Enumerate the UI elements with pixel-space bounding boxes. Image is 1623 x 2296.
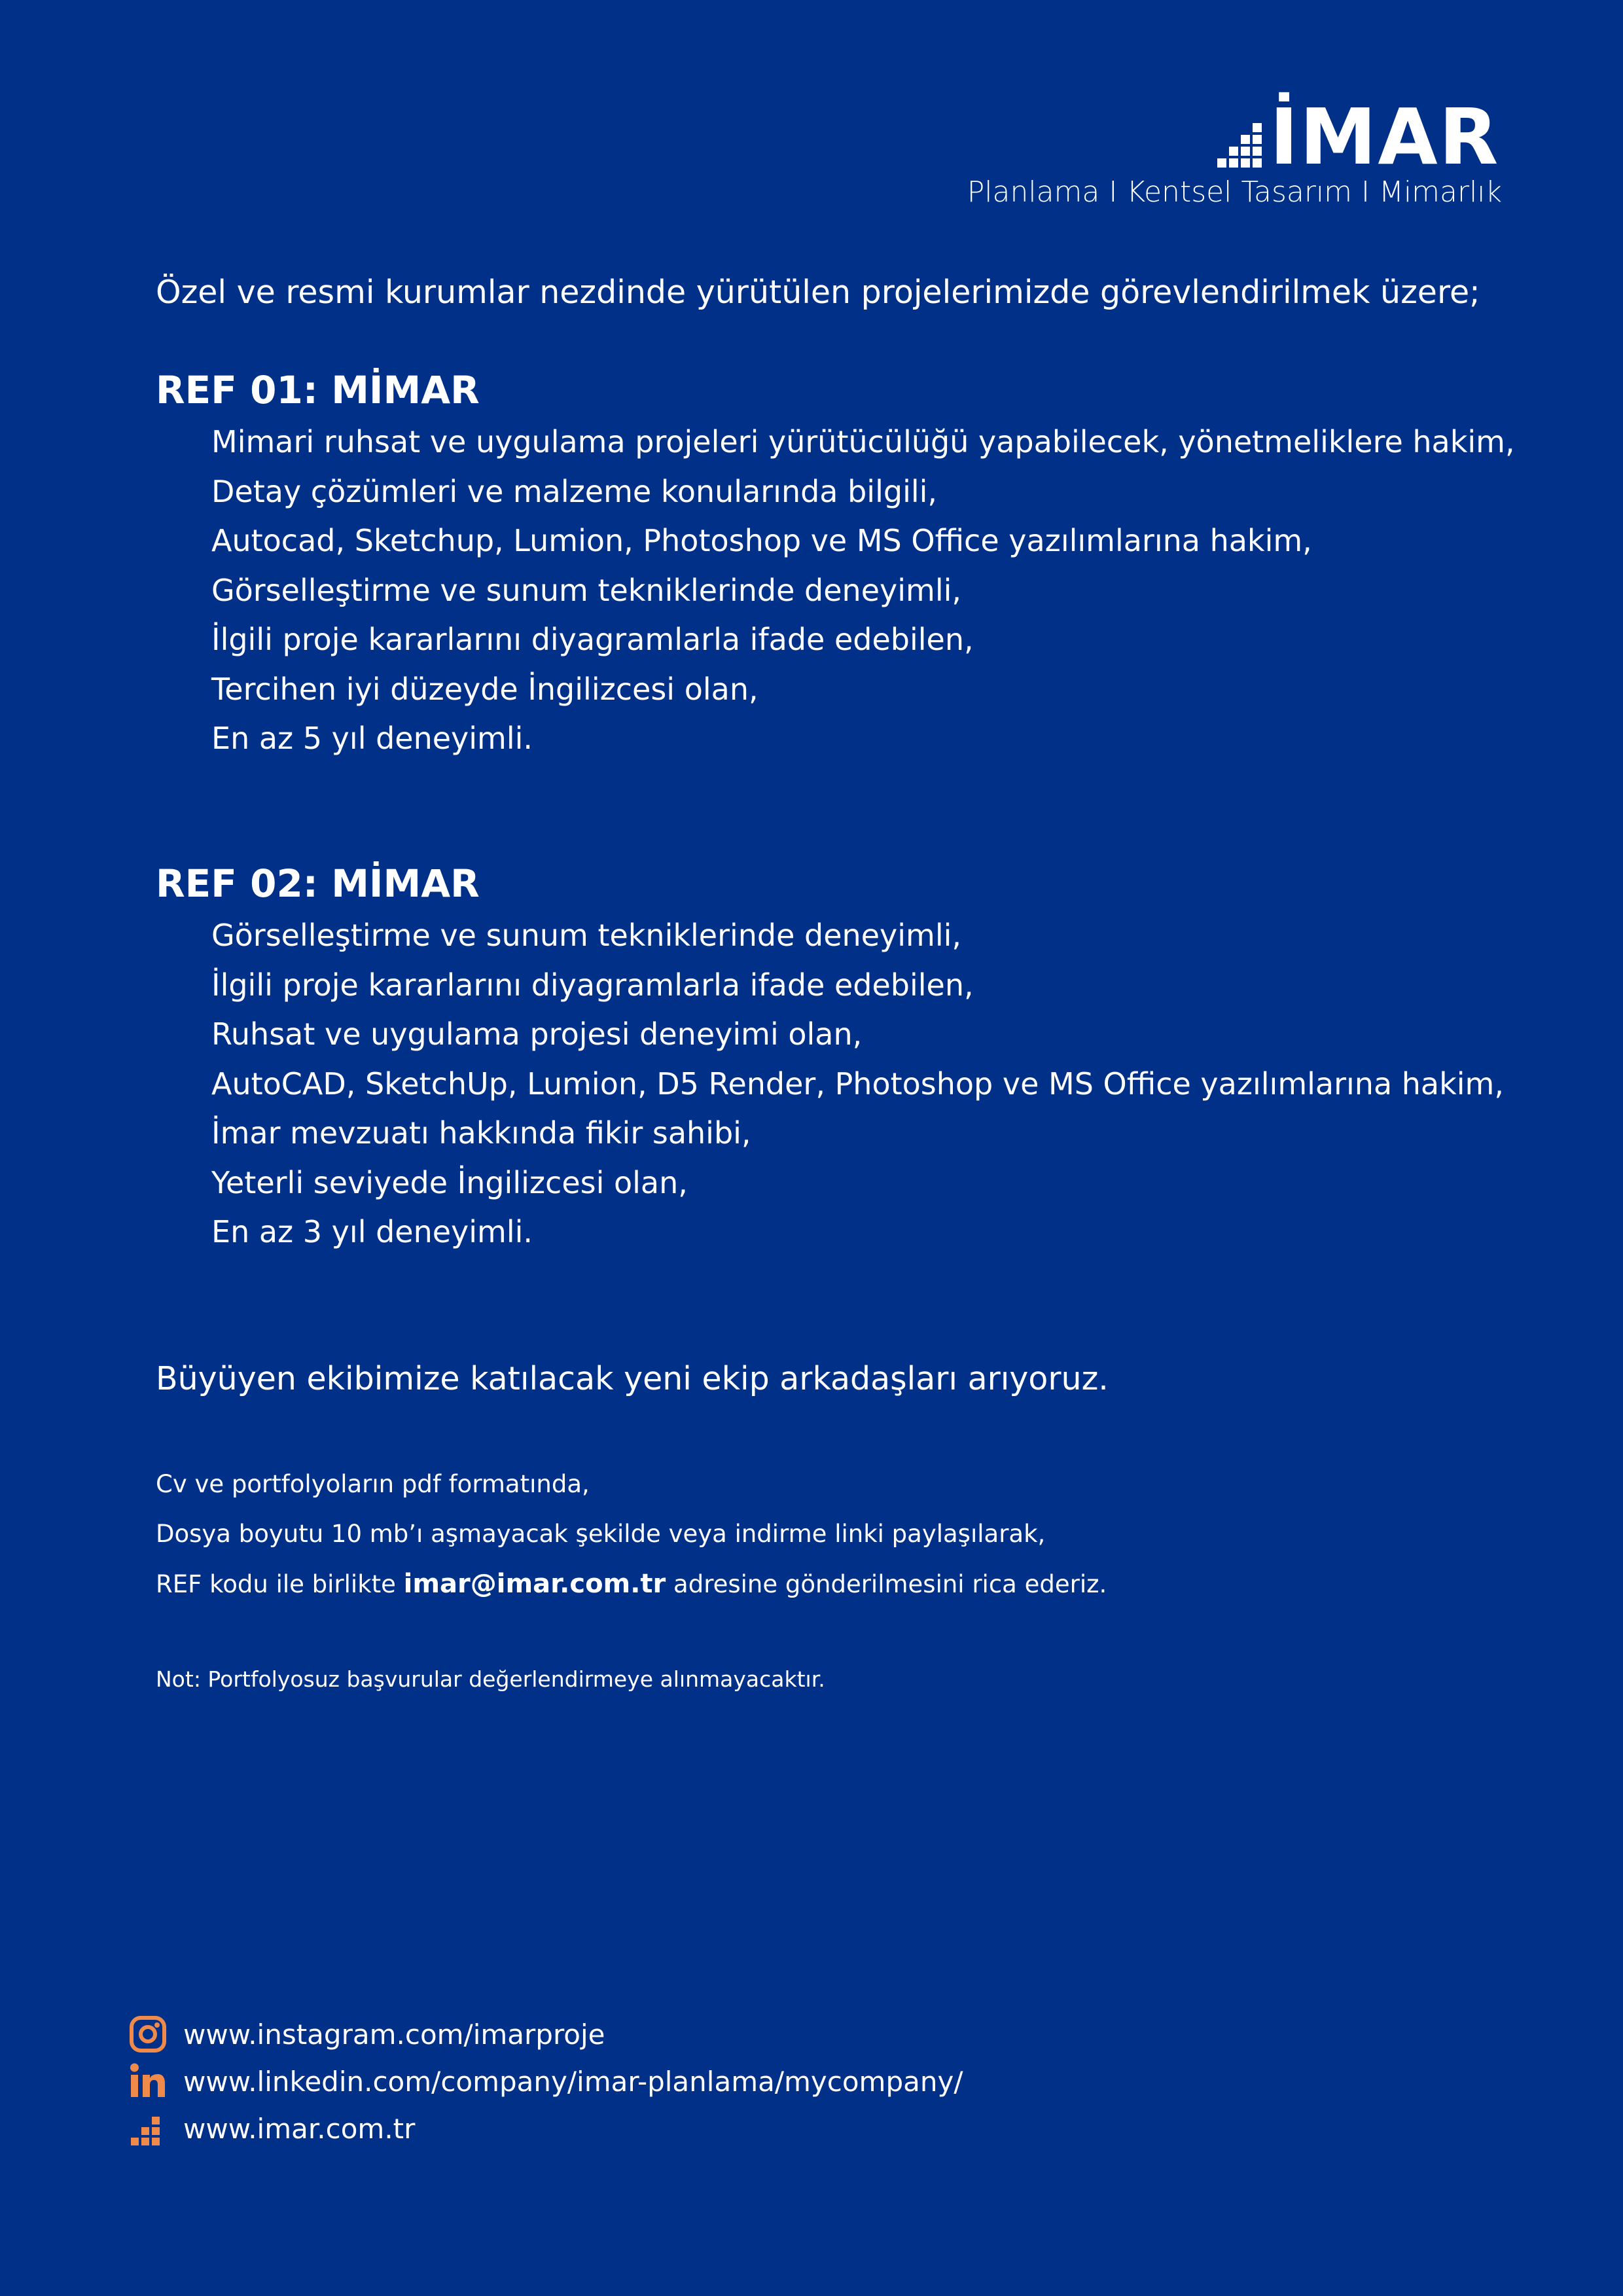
list-item: Autocad, Sketchup, Lumion, Photoshop ve MS Office yazılımlarına hakim, bbox=[211, 523, 1312, 558]
tagline: Planlama I Kentsel Tasarım I Mimarlık bbox=[967, 175, 1502, 209]
apply-line-2: Dosya boyutu 10 mb’ı aşmayacak şekilde veya indirme linki paylaşılarak, bbox=[156, 1520, 1046, 1548]
list-item: İmar mevzuatı hakkında fikir sahibi, bbox=[211, 1115, 751, 1151]
instagram-icon bbox=[128, 2015, 168, 2054]
list-item: Tercihen iyi düzeyde İngilizcesi olan, bbox=[211, 671, 758, 707]
application-instructions bbox=[156, 1460, 1107, 1609]
linkedin-link-row[interactable] bbox=[128, 2062, 963, 2101]
ref-02-requirements bbox=[211, 911, 1504, 1257]
website-url[interactable]: www.imar.com.tr bbox=[183, 2112, 416, 2145]
ref-02-title: REF 02: MİMAR bbox=[156, 861, 480, 906]
list-item: En az 3 yıl deneyimli. bbox=[211, 1214, 533, 1249]
website-link-row[interactable] bbox=[128, 2109, 415, 2148]
list-item: İlgili proje kararlarını diyagramlarla ifade edebilen, bbox=[211, 967, 974, 1003]
instagram-url[interactable]: www.instagram.com/imarproje bbox=[183, 2018, 605, 2051]
list-item: Görselleştirme ve sunum tekniklerinde deneyimli, bbox=[211, 572, 962, 608]
ref-01-requirements bbox=[211, 418, 1515, 764]
apply-line-1: Cv ve portfolyoların pdf formatında, bbox=[156, 1470, 590, 1498]
ref-01-title: REF 01: MİMAR bbox=[156, 368, 480, 412]
list-item: Ruhsat ve uygulama projesi deneyimi olan, bbox=[211, 1016, 863, 1052]
list-item: İlgili proje kararlarını diyagramlarla ifade edebilen, bbox=[211, 622, 974, 657]
note-text: Not: Portfolyosuz başvurular değerlendirmeye alınmayacaktır. bbox=[156, 1666, 825, 1692]
logo-wordmark: İMAR bbox=[1270, 92, 1500, 182]
list-item: AutoCAD, SketchUp, Lumion, D5 Render, Photoshop ve MS Office yazılımlarına hakim, bbox=[211, 1066, 1504, 1102]
apply-line-3-prefix: REF kodu ile birlikte bbox=[156, 1570, 404, 1598]
company-logo bbox=[1217, 92, 1505, 182]
list-item: En az 5 yıl deneyimli. bbox=[211, 721, 533, 756]
linkedin-icon bbox=[128, 2062, 168, 2101]
apply-line-3 bbox=[156, 1559, 1107, 1609]
closing-text: Büyüyen ekibimize katılacak yeni ekip arkadaşları arıyoruz. bbox=[156, 1360, 1109, 1397]
email-link[interactable]: imar@imar.com.tr bbox=[403, 1569, 666, 1599]
instagram-link-row[interactable] bbox=[128, 2015, 605, 2054]
list-item: Görselleştirme ve sunum tekniklerinde deneyimli, bbox=[211, 918, 962, 953]
intro-text: Özel ve resmi kurumlar nezdinde yürütülen projelerimizde görevlendirilmek üzere; bbox=[156, 274, 1480, 311]
linkedin-url[interactable]: www.linkedin.com/company/imar-planlama/mycompany/ bbox=[183, 2065, 963, 2098]
website-logo-icon bbox=[128, 2109, 168, 2148]
list-item: Detay çözümleri ve malzeme konularında bilgili, bbox=[211, 473, 938, 509]
list-item: Yeterli seviyede İngilizcesi olan, bbox=[211, 1164, 688, 1200]
list-item: Mimari ruhsat ve uygulama projeleri yürütücülüğü yapabilecek, yönetmeliklere hakim, bbox=[211, 424, 1515, 459]
logo-bars-icon bbox=[1217, 123, 1270, 169]
apply-line-3-suffix: adresine gönderilmesini rica ederiz. bbox=[666, 1570, 1107, 1598]
